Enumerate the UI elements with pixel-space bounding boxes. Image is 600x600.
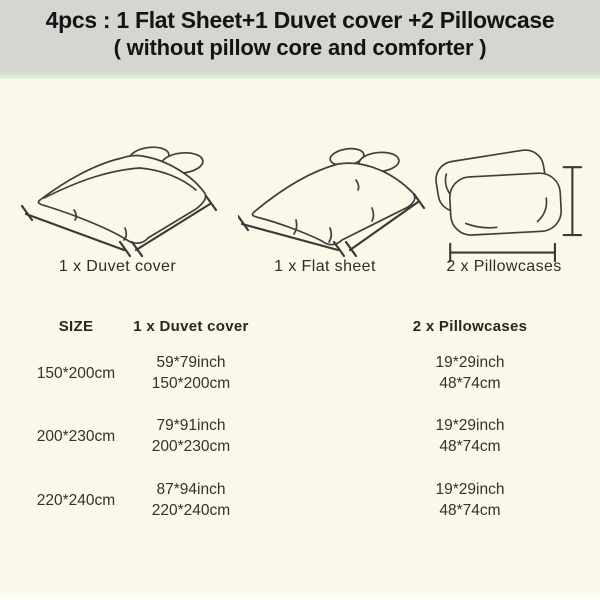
pillowcases-figure (425, 142, 585, 270)
duvet-size-value (126, 352, 256, 394)
duvet-size-inch: 59*79inch (156, 354, 226, 371)
flat-sheet-sketch-icon (238, 140, 428, 258)
duvet-size-value (126, 479, 256, 521)
flat-sheet-figure (238, 140, 428, 258)
pillow-size-value (400, 415, 540, 457)
bottom-edge-strip (0, 593, 600, 600)
pillow-size-cm: 48*74cm (439, 438, 501, 455)
duvet-size-cm: 200*230cm (151, 438, 231, 455)
flat-sheet-figure-label: 1 x Flat sheet (274, 258, 376, 275)
header-subtitle: ( without pillow core and comforter ) (113, 35, 487, 60)
pillowcases-sketch-icon (425, 142, 585, 270)
size-value: 150*200cm (36, 365, 116, 382)
duvet-cover-sketch-icon (10, 136, 225, 258)
pillow-size-value (400, 479, 540, 521)
pillowcases-figure-label: 2 x Pillowcases (446, 258, 562, 275)
green-divider (0, 72, 600, 79)
column-header-duvet-cover: 1 x Duvet cover (133, 318, 249, 335)
pillow-size-inch: 19*29inch (435, 481, 505, 498)
pillow-size-inch: 19*29inch (435, 354, 505, 371)
pillow-size-cm: 48*74cm (439, 502, 501, 519)
duvet-size-cm: 220*240cm (151, 502, 231, 519)
header-banner (0, 0, 600, 72)
pillow-size-cm: 48*74cm (439, 375, 501, 392)
duvet-cover-figure (10, 136, 225, 258)
pillow-size-inch: 19*29inch (435, 417, 505, 434)
duvet-size-inch: 87*94inch (156, 481, 226, 498)
duvet-size-inch: 79*91inch (156, 417, 226, 434)
header-title: 4pcs : 1 Flat Sheet+1 Duvet cover +2 Pillowcase (45, 7, 555, 33)
duvet-cover-figure-label: 1 x Duvet cover (58, 258, 177, 275)
duvet-size-value (126, 415, 256, 457)
pillow-size-value (400, 352, 540, 394)
column-header-size: SIZE (58, 318, 94, 335)
size-value: 200*230cm (36, 428, 116, 445)
column-header-pillowcases: 2 x Pillowcases (412, 318, 528, 335)
duvet-size-cm: 150*200cm (151, 375, 231, 392)
size-value: 220*240cm (36, 492, 116, 509)
